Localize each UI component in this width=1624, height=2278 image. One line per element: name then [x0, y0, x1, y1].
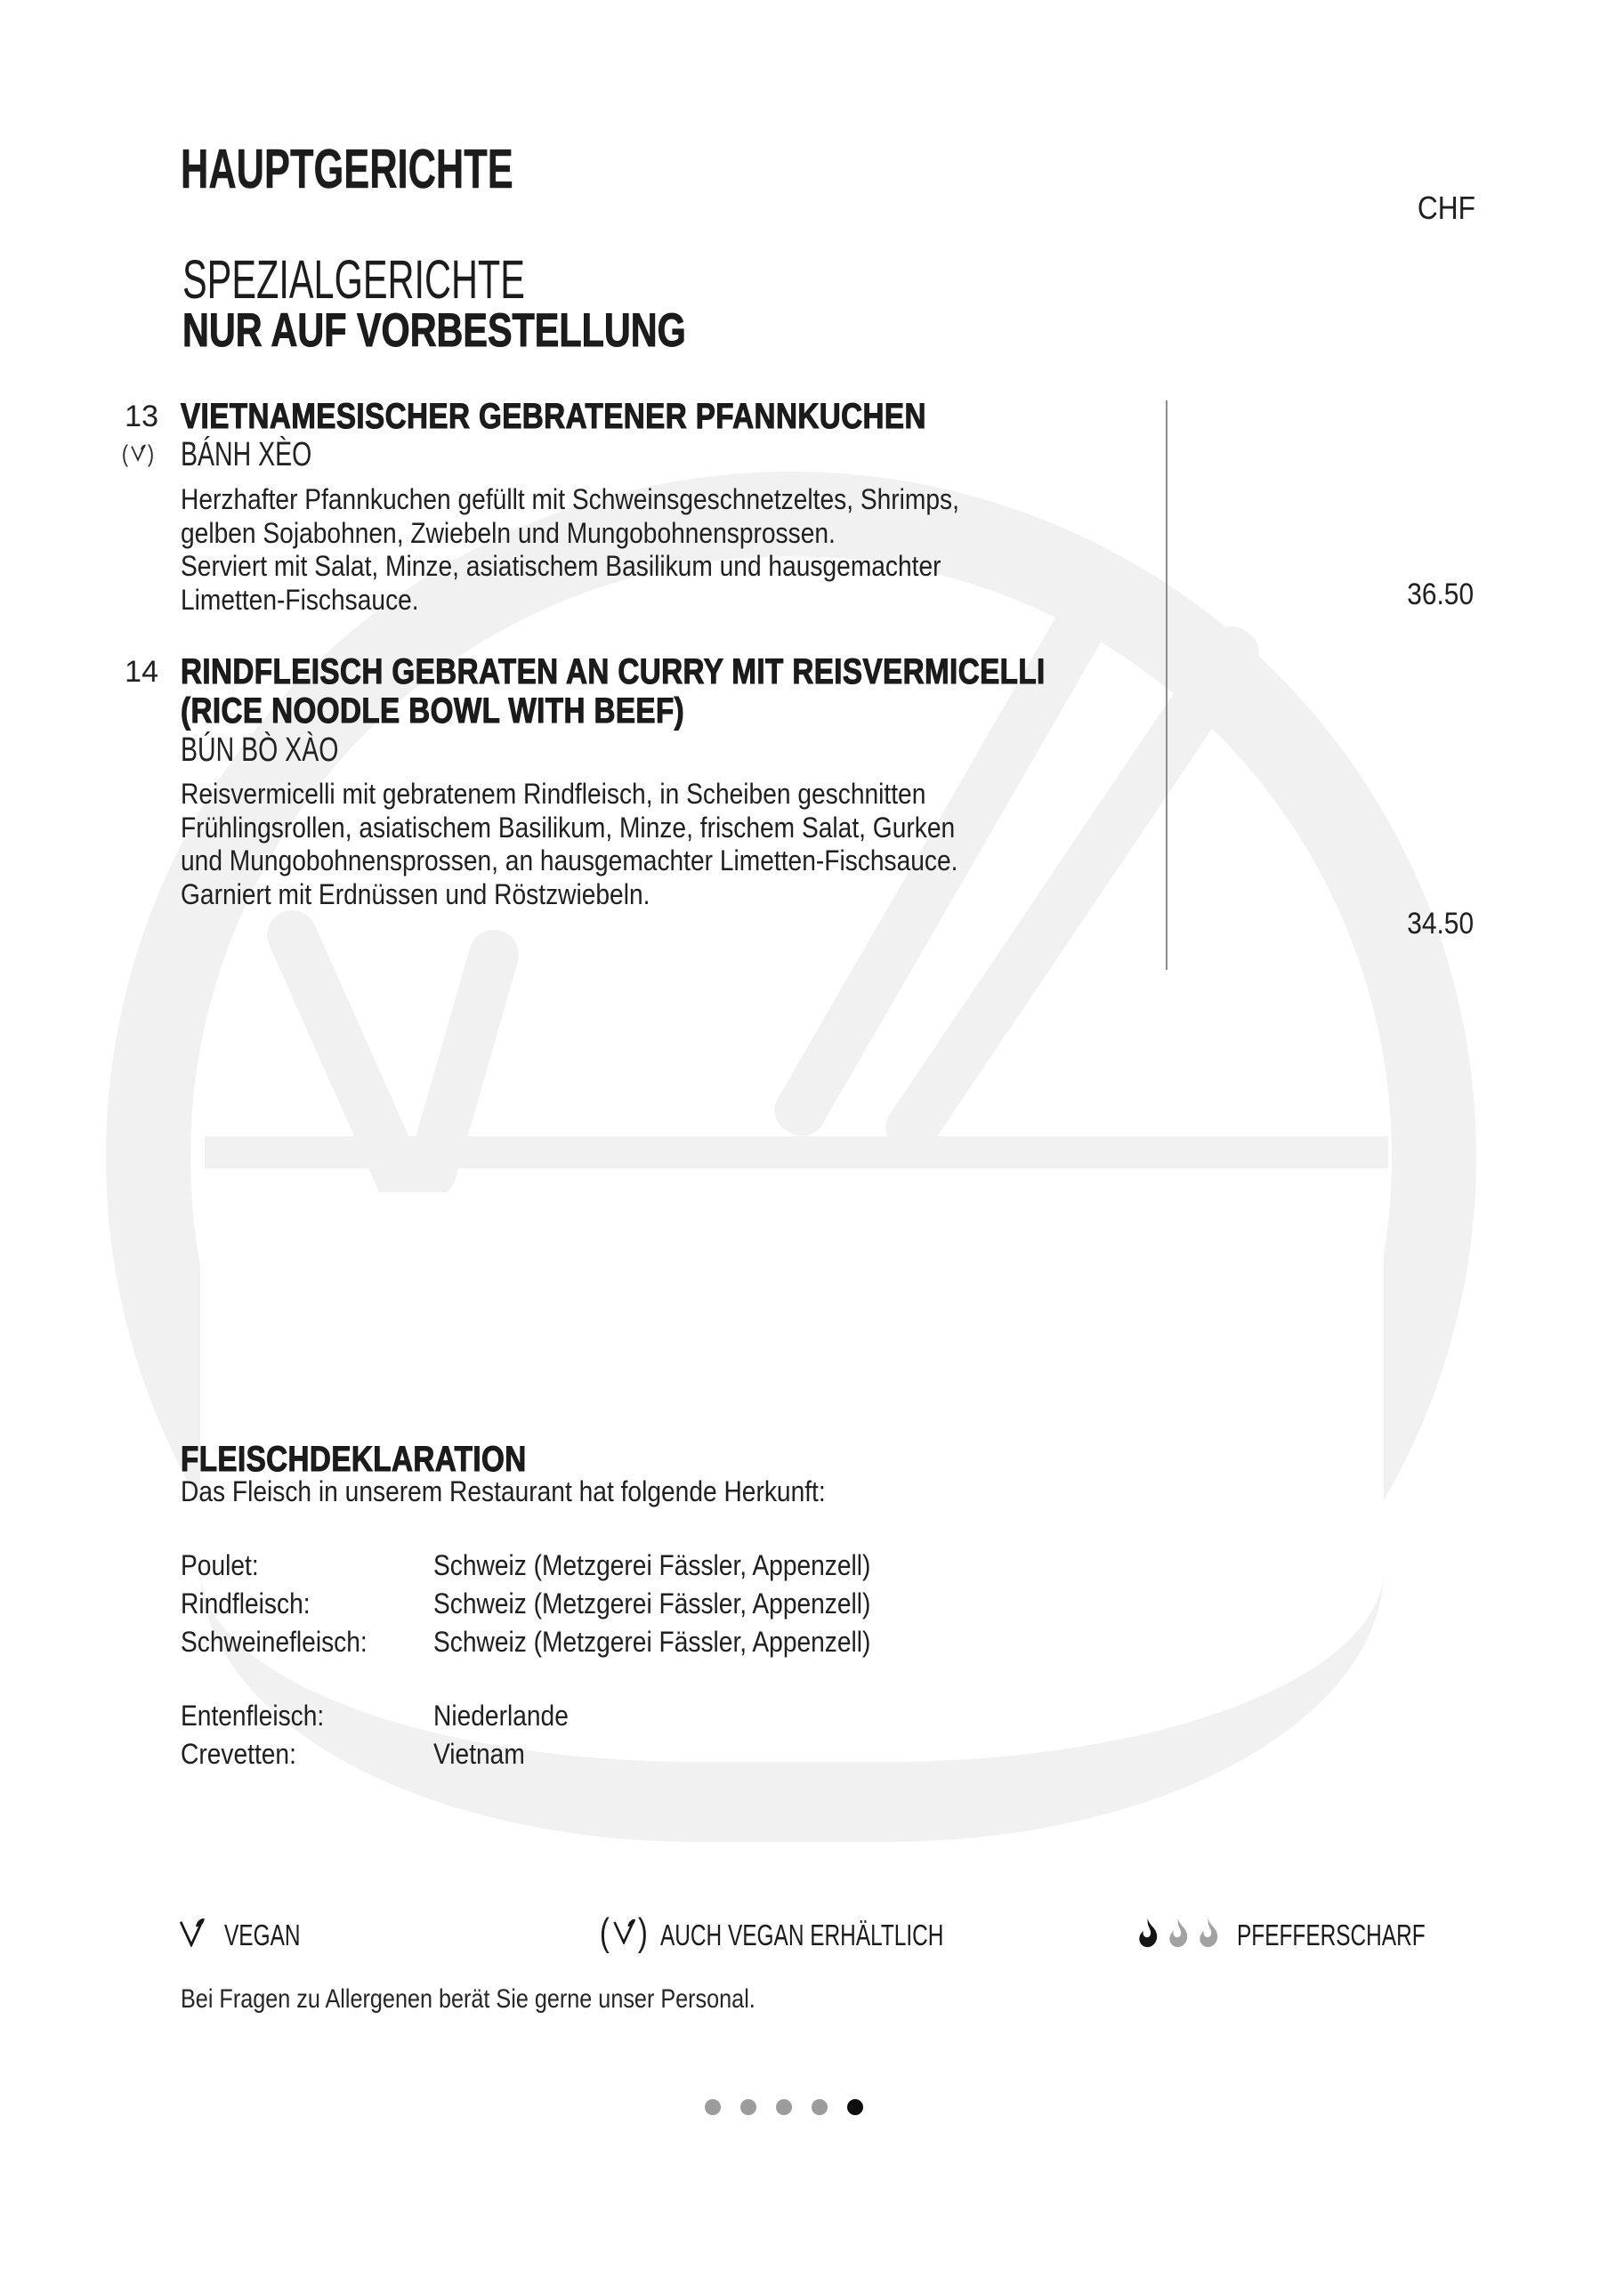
vegan-icon [178, 1917, 205, 1951]
flame-icon [1137, 1915, 1160, 1958]
pagination-dot[interactable] [740, 2099, 756, 2115]
flame-icon [1168, 1915, 1191, 1958]
declaration-row-value: Niederlande [433, 1700, 569, 1732]
pagination-dots [705, 2099, 863, 2115]
spicy-label: PFEFFERSCHARF [1237, 1919, 1426, 1951]
pagination-dot[interactable] [705, 2099, 721, 2115]
declaration-row-value: Schweiz (Metzgerei Fässler, Appenzell) [433, 1549, 871, 1581]
declaration-row-label: Crevetten: [181, 1738, 296, 1770]
special-heading-line2: NUR AUF VORBESTELLUNG [182, 304, 686, 357]
declaration-row-value: Schweiz (Metzgerei Fässler, Appenzell) [433, 1587, 871, 1620]
item-title: VIETNAMESISCHER GEBRATENER PFANNKUCHEN [181, 397, 926, 436]
item-title-line2: (RICE NOODLE BOWL WITH BEEF) [181, 691, 685, 731]
item-subtitle: BÚN BÒ XÀO [181, 731, 339, 769]
declaration-intro: Das Fleisch in unserem Restaurant hat folgende Herkunft: [181, 1475, 826, 1507]
allergen-note: Bei Fragen zu Allergenen berät Sie gerne unser Personal. [181, 1984, 755, 2014]
declaration-row-label: Poulet: [181, 1549, 259, 1581]
declaration-heading: FLEISCHDEKLARATION [181, 1440, 527, 1479]
item-description: Herzhafter Pfannkuchen gefüllt mit Schweinsgeschnetzeltes, Shrimps, gelben Sojabohnen, Zwiebeln und Mungobohnensprossen. Serviert mit Salat, Minze, asiatischem Basilikum und hausgemachter Limetten-Fischsauce. [181, 483, 959, 616]
item-price: 34.50 [1407, 907, 1474, 941]
item-number: 13 [125, 400, 158, 433]
vegan-option-icon: ( ) [599, 1910, 648, 1954]
declaration-row-label: Rindfleisch: [181, 1587, 311, 1620]
declaration-row-value: Vietnam [433, 1738, 525, 1770]
vegan-option-badge-icon: ( ) [121, 440, 155, 467]
watermark-bowl-rim-icon [205, 1136, 1388, 1168]
vegan-v-leaf-icon [130, 443, 146, 465]
currency-label: CHF [1417, 190, 1475, 226]
special-heading-line1: SPEZIALGERICHTE [182, 249, 525, 310]
pagination-dot[interactable] [776, 2099, 792, 2115]
item-subtitle: BÁNH XÈO [181, 436, 312, 473]
item-title: RINDFLEISCH GEBRATEN AN CURRY MIT REISVERMICELLI [181, 652, 1046, 691]
item-number: 14 [125, 655, 158, 689]
item-price: 36.50 [1407, 578, 1474, 611]
spice-level-icons [1137, 1915, 1221, 1958]
item-description: Reisvermicelli mit gebratenem Rindfleisch, in Scheiben geschnitten Frühlingsrollen, asiatischem Basilikum, Minze, frischem Salat, Gurken und Mungobohnensprossen, an hausgemachter Limetten-Fischsauce. Garniert mit Erdnüssen und Röstzwiebeln. [181, 778, 958, 910]
declaration-row-value: Schweiz (Metzgerei Fässler, Appenzell) [433, 1626, 871, 1658]
pagination-dot[interactable] [847, 2099, 863, 2115]
vegan-option-label: AUCH VEGAN ERHÄLTLICH [660, 1919, 944, 1951]
flame-icon [1198, 1915, 1221, 1958]
watermark-bowl-icon [200, 1192, 1384, 1842]
vegan-v-leaf-icon [612, 1918, 635, 1948]
vegan-label: VEGAN [224, 1919, 301, 1951]
declaration-row-label: Schweinefleisch: [181, 1626, 368, 1658]
declaration-row-label: Entenfleisch: [181, 1700, 325, 1732]
pagination-dot[interactable] [812, 2099, 828, 2115]
page-title: HAUPTGERICHTE [181, 139, 513, 200]
